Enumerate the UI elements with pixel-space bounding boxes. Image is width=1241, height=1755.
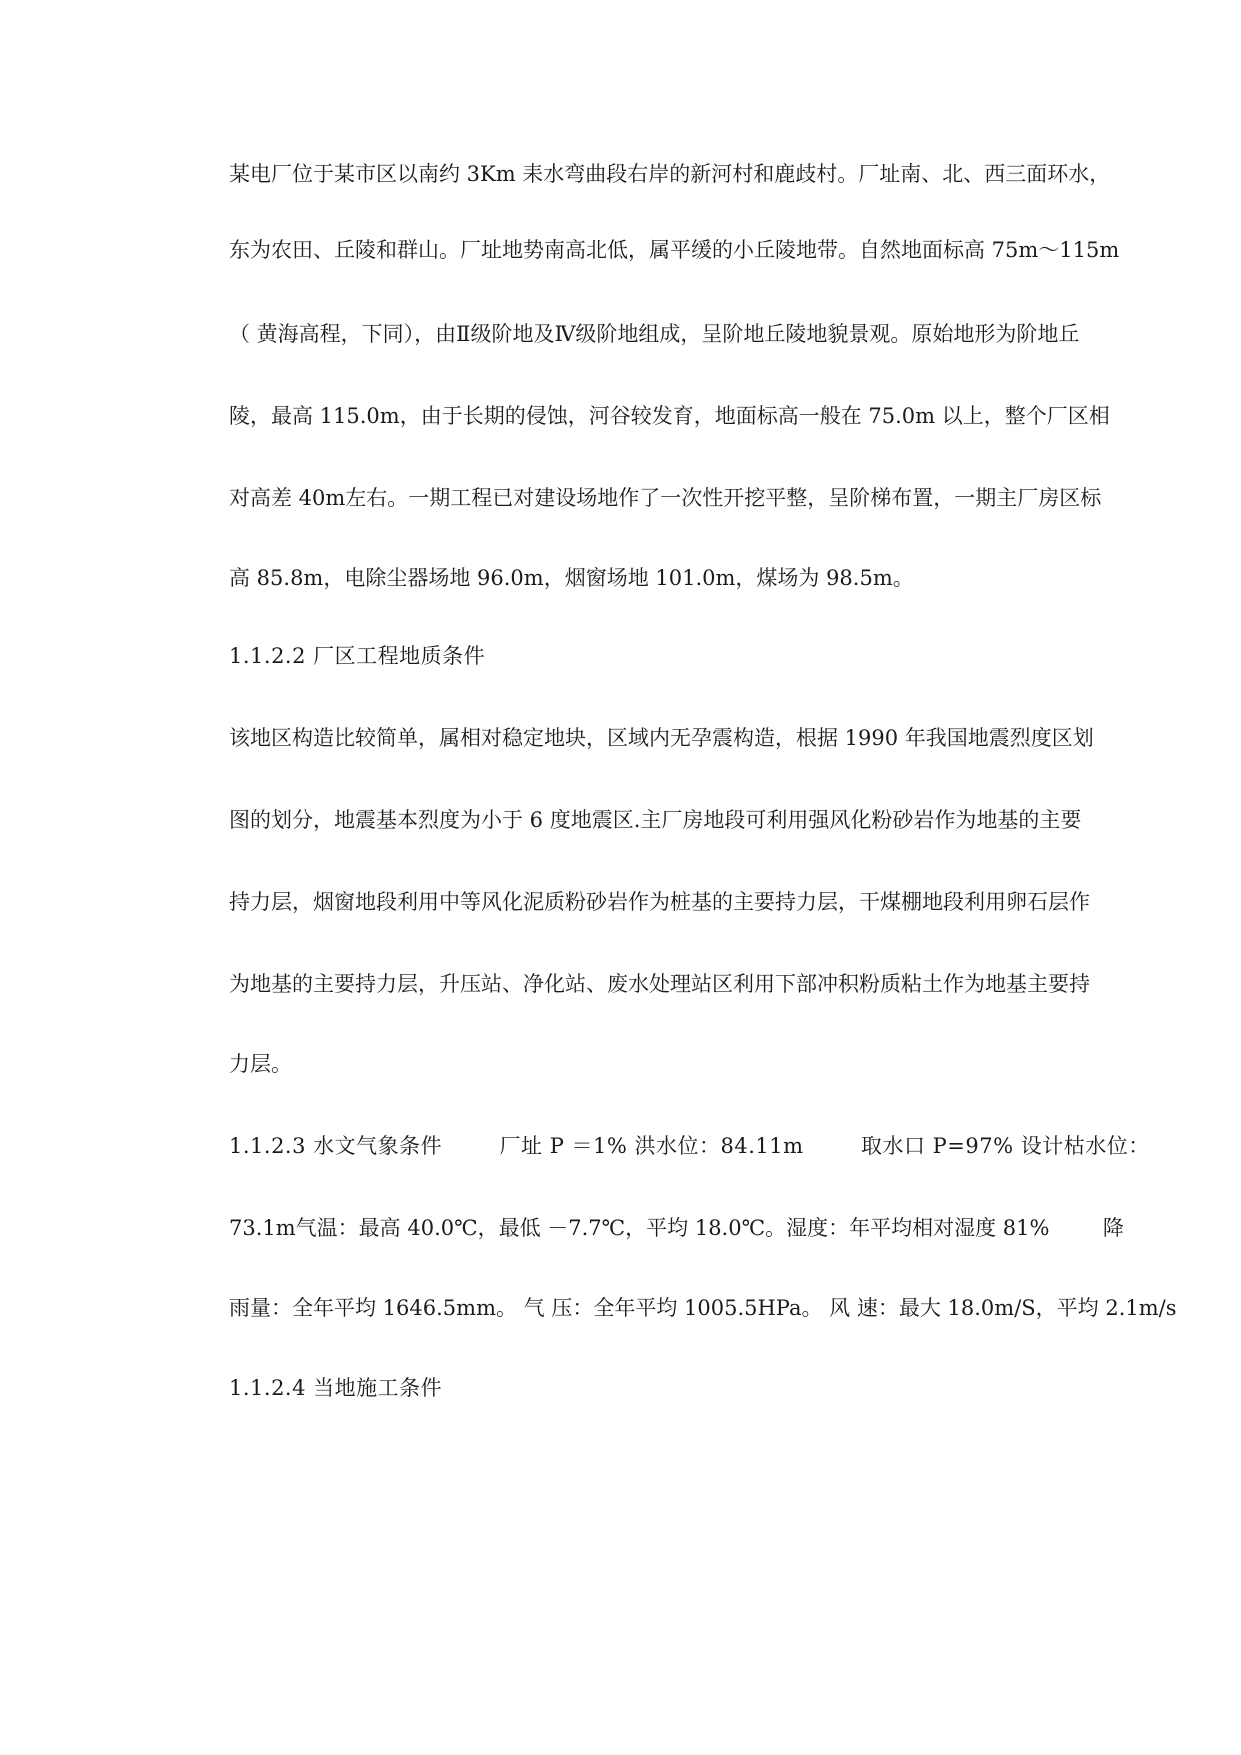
- paragraph-line: 对高差 40m左右。一期工程已对建设场地作了一次性开挖平整，呈阶梯布置，一期主厂房区标: [229, 486, 1102, 510]
- paragraph-line: 73.1m气温：最高 40.0℃，最低 －7.7℃，平均 18.0℃。湿度：年平均相对湿度 81% 降: [229, 1216, 1124, 1240]
- paragraph-line: 陵，最高 115.0m，由于长期的侵蚀，河谷较发育，地面标高一般在 75.0m 以上，整个厂区相: [229, 404, 1110, 428]
- section-heading: 1.1.2.4 当地施工条件: [229, 1376, 443, 1400]
- paragraph-line: 为地基的主要持力层，升压站、净化站、废水处理站区利用下部冲积粉质粘土作为地基主要持: [229, 972, 1090, 996]
- paragraph-line: 该地区构造比较简单，属相对稳定地块，区域内无孕震构造，根据 1990 年我国地震烈度区划: [229, 726, 1094, 750]
- paragraph-line: 高 85.8m，电除尘器场地 96.0m，烟窗场地 101.0m，煤场为 98.5m。: [229, 566, 914, 590]
- section-heading: 1.1.2.3 水文气象条件 厂址 P ＝1% 洪水位：84.11m 取水口 P=97% 设计枯水位：: [229, 1134, 1150, 1158]
- paragraph-line: 图的划分，地震基本烈度为小于 6 度地震区.主厂房地段可利用强风化粉砂岩作为地基的主要: [229, 808, 1082, 832]
- paragraph-line: 东为农田、丘陵和群山。厂址地势南高北低，属平缓的小丘陵地带。自然地面标高 75m～115m: [229, 238, 1120, 262]
- section-heading: 1.1.2.2 厂区工程地质条件: [229, 644, 486, 668]
- paragraph-line: 某电厂位于某市区以南约 3Km 耒水弯曲段右岸的新河村和鹿歧村。厂址南、北、西三面环水，: [229, 162, 1111, 186]
- paragraph-line: 持力层，烟窗地段利用中等风化泥质粉砂岩作为桩基的主要持力层，干煤棚地段利用卵石层作: [229, 890, 1090, 914]
- paragraph-line: 力层。: [229, 1052, 292, 1076]
- paragraph-line: （ 黄海高程，下同），由Ⅱ级阶地及Ⅳ级阶地组成，呈阶地丘陵地貌景观。原始地形为阶地丘: [229, 322, 1080, 346]
- paragraph-line: 雨量：全年平均 1646.5mm。 气 压：全年平均 1005.5HPa。 风 速：最大 18.0m/S，平均 2.1m/s: [229, 1296, 1177, 1320]
